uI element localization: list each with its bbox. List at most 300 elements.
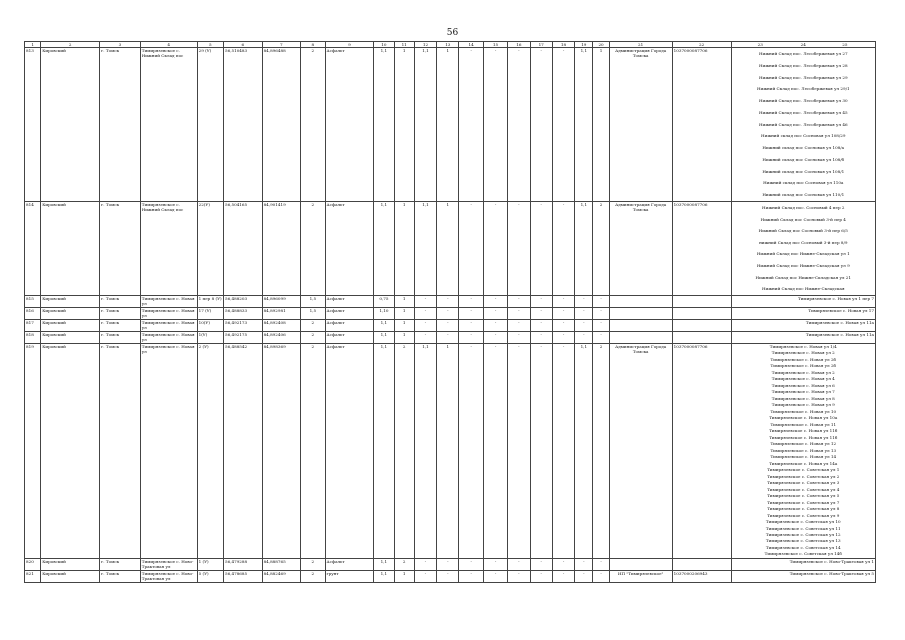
cell-col-12: 1,1: [414, 48, 436, 202]
registry-table: [24, 41, 876, 583]
column-number-17: 17: [530, 42, 552, 48]
cell-col-5: 5 (У): [197, 570, 223, 582]
address-line: Тимирязевское с. Новая ул 14: [770, 454, 837, 460]
address-line: Тимирязевское с. Советская ул 14: [765, 544, 841, 550]
cell-col-6: 56,510483: [223, 48, 262, 202]
cell-col-5: 1 (У): [197, 558, 223, 570]
cell-col-14: -: [459, 319, 483, 331]
cell-col-6: 56,488542: [223, 343, 262, 558]
column-number-15: 15: [483, 42, 507, 48]
cell-col-3: г. Томск: [100, 201, 141, 295]
cell-col-15: -: [483, 201, 507, 295]
cell-col-7: 84,882469: [262, 570, 301, 582]
address-line: Тимирязевское с. Новая ул 11а: [805, 331, 874, 337]
cell-col-16: -: [508, 295, 530, 307]
address-line: Тимирязевское с. Новая ул 8: [771, 395, 835, 401]
cell-col-21: [609, 307, 672, 319]
table-row: [25, 319, 876, 331]
address-line: Тимирязевское с. Новая ул 11б: [769, 428, 838, 434]
cell-col-13: -: [437, 295, 459, 307]
column-number-5: 5: [197, 42, 223, 48]
cell-col-2: Кировский: [41, 331, 100, 343]
address-list-cell: [731, 319, 875, 331]
cell-col-14: -: [459, 201, 483, 295]
cell-col-1: 818: [25, 331, 41, 343]
cell-col-19: -: [575, 558, 593, 570]
address-line: Тимирязевское с. Советская ул 3: [767, 480, 840, 486]
address-line: Тимирязевское с. Советская ул 2: [767, 473, 840, 479]
column-number-9: 9: [325, 42, 374, 48]
column-number-22: 22: [672, 42, 731, 48]
address-list-cell: [731, 343, 875, 558]
cell-col-9: Асфальт: [325, 558, 374, 570]
cell-col-13: -: [437, 319, 459, 331]
cell-col-21: [609, 319, 672, 331]
cell-col-17: -: [530, 295, 552, 307]
cell-col-19: 1,1: [575, 48, 593, 202]
column-number-13: 13: [437, 42, 459, 48]
address-line: Нижний Склад пос Сосновый 3-й пер 4: [760, 216, 846, 222]
cell-col-3: г. Томск: [100, 331, 141, 343]
cell-col-22: [672, 558, 731, 570]
cell-col-17: -: [530, 558, 552, 570]
cell-col-9: Асфальт: [325, 201, 374, 295]
column-number-23: 23: [757, 42, 763, 47]
column-number-7: 7: [262, 42, 301, 48]
cell-col-7: 84,898369: [262, 343, 301, 558]
cell-col-2: Кировский: [41, 201, 100, 295]
cell-col-8: 2: [301, 558, 325, 570]
cell-col-7: 84,896099: [262, 295, 301, 307]
cell-col-20: -: [593, 295, 609, 307]
cell-col-6: 56,504165: [223, 201, 262, 295]
address-line: Нижний Склад пос. Лесобержевая ул 45: [758, 109, 848, 115]
address-line: Тимирязевское с. Советская ул 9: [767, 512, 840, 518]
cell-col-6: 56,479288: [223, 558, 262, 570]
address-list-cell: [731, 201, 875, 295]
address-line: Нижний Склад пос Сосновый 3-й пер 6/5: [758, 228, 848, 234]
address-line: Тимирязевское с. Советская ул 4: [767, 486, 840, 492]
address-list-cell: [731, 558, 875, 570]
cell-col-15: -: [483, 570, 507, 582]
cell-col-3: г. Томск: [100, 307, 141, 319]
cell-col-18: -: [552, 343, 574, 558]
cell-col-6: 56,488203: [223, 295, 262, 307]
cell-col-5: 1(У): [197, 331, 223, 343]
address-line: Тимирязевское с. Новая ул 12: [770, 441, 837, 447]
cell-col-1: 815: [25, 295, 41, 307]
cell-col-5: 1 пер 8 (У): [197, 295, 223, 307]
cell-col-20: -: [593, 319, 609, 331]
cell-col-16: -: [508, 319, 530, 331]
column-number-24: 24: [800, 42, 806, 47]
cell-col-4: Тимирязевское с. Нижний Склад пос: [140, 201, 197, 295]
cell-col-18: -: [552, 570, 574, 582]
page-number: 56: [446, 28, 459, 38]
column-number-3: 3: [100, 42, 141, 48]
address-line: Тимирязевское с. Новая ул 10а: [769, 415, 838, 421]
cell-col-16: -: [508, 343, 530, 558]
cell-col-19: -: [575, 319, 593, 331]
address-line: Нижний склад пос Сосновая ул 108/б: [762, 156, 845, 162]
address-line: Тимирязевское с. Новая ул 2: [771, 369, 835, 375]
address-line: Нижний Склад пос Нижне-Складская ул 9: [756, 263, 850, 269]
cell-col-20: 2: [593, 343, 609, 558]
cell-col-9: Асфальт: [325, 295, 374, 307]
cell-col-2: Кировский: [41, 307, 100, 319]
address-line: Нижний Склад пос. Лесобержевая ул 46: [758, 121, 848, 127]
cell-col-8: 2: [301, 331, 325, 343]
cell-col-11: 1: [394, 319, 414, 331]
cell-col-13: -: [437, 570, 459, 582]
cell-col-8: 2: [301, 570, 325, 582]
cell-col-15: -: [483, 48, 507, 202]
cell-col-1: 814: [25, 201, 41, 295]
cell-col-18: -: [552, 307, 574, 319]
cell-col-15: -: [483, 307, 507, 319]
column-number-1: 1: [25, 42, 41, 48]
address-line: Нижний склад пос Сосновая ул 110а: [763, 180, 844, 186]
cell-col-10: 1,1: [374, 570, 394, 582]
address-list-cell: [731, 307, 875, 319]
cell-col-14: -: [459, 48, 483, 202]
cell-col-19: 1,1: [575, 343, 593, 558]
column-number-6: 6: [223, 42, 262, 48]
cell-col-11: 2: [394, 343, 414, 558]
address-line: Тимирязевское с. Новая ул 11б: [769, 434, 838, 440]
cell-col-12: -: [414, 319, 436, 331]
cell-col-17: -: [530, 319, 552, 331]
column-number-11: 11: [394, 42, 414, 48]
table-row: [25, 343, 876, 558]
cell-col-15: -: [483, 331, 507, 343]
cell-col-3: г. Томск: [100, 343, 141, 558]
cell-col-16: -: [508, 570, 530, 582]
address-line: Тимирязевское с. Ново-Трактовая ул 5: [789, 570, 874, 576]
cell-col-21: Администрация Города Томска: [609, 343, 672, 558]
cell-col-2: Кировский: [41, 295, 100, 307]
cell-col-13: 1: [437, 48, 459, 202]
cell-col-10: 1,1: [374, 343, 394, 558]
cell-col-22: [672, 331, 731, 343]
cell-col-5: 29 (У): [197, 48, 223, 202]
cell-col-10: 1,1: [374, 558, 394, 570]
address-line: Тимирязевское с. Ново-Трактовая ул 1: [789, 558, 874, 564]
cell-col-8: 1,5: [301, 307, 325, 319]
address-line: Нижний Склад пос Нижне-Складская ул 21: [755, 274, 851, 280]
cell-col-22: [672, 295, 731, 307]
cell-col-10: 1,1: [374, 331, 394, 343]
cell-col-3: г. Томск: [100, 558, 141, 570]
cell-col-11: 1: [394, 570, 414, 582]
cell-col-2: Кировский: [41, 343, 100, 558]
address-line: Тимирязевское с. Новая ул 4: [771, 376, 835, 382]
cell-col-19: -: [575, 570, 593, 582]
column-number-12: 12: [414, 42, 436, 48]
cell-col-9: Асфальт: [325, 319, 374, 331]
cell-col-4: Тимирязевское с. Новая ул: [140, 307, 197, 319]
cell-col-21: [609, 558, 672, 570]
cell-col-3: г. Томск: [100, 295, 141, 307]
cell-col-20: 1: [593, 48, 609, 202]
table-row: [25, 307, 876, 319]
cell-col-20: 2: [593, 201, 609, 295]
cell-col-17: -: [530, 343, 552, 558]
column-number-18: 18: [552, 42, 574, 48]
address-line: Тимирязевское с. Новая ул 1 пер 7: [797, 295, 874, 301]
cell-col-5: 17 (У): [197, 307, 223, 319]
column-number-21: 21: [609, 42, 672, 48]
address-line: Тимирязевское с. Новая ул 9: [771, 402, 835, 408]
table-row: [25, 331, 876, 343]
address-line: Тимирязевское с. Советская ул 13: [765, 538, 841, 544]
cell-col-14: -: [459, 307, 483, 319]
cell-col-19: -: [575, 331, 593, 343]
cell-col-9: Асфальт: [325, 307, 374, 319]
address-line: Тимирязевское с. Советская ул 7: [767, 499, 840, 505]
cell-col-1: 816: [25, 307, 41, 319]
cell-col-2: Кировский: [41, 48, 100, 202]
cell-col-17: -: [530, 307, 552, 319]
cell-col-14: -: [459, 558, 483, 570]
address-line: Тимирязевское с. Советская ул 11: [765, 525, 841, 531]
cell-col-4: Тимирязевское с. Ново-Трактовая ул: [140, 570, 197, 582]
cell-col-8: 2: [301, 48, 325, 202]
address-line: Тимирязевское с. Новая ул 1/4: [769, 343, 837, 349]
address-line: Тимирязевское с. Советская ул 8: [767, 506, 840, 512]
address-line: Тимирязевское с. Новая ул 11а: [805, 319, 874, 325]
address-list-cell: [731, 331, 875, 343]
table-row: [25, 295, 876, 307]
cell-col-18: -: [552, 201, 574, 295]
cell-col-4: Тимирязевское с. Ново-Трактовая ул: [140, 558, 197, 570]
address-list-cell: [731, 295, 875, 307]
cell-col-13: -: [437, 307, 459, 319]
cell-col-14: -: [459, 343, 483, 558]
cell-col-20: -: [593, 307, 609, 319]
address-line: Тимирязевское с. Советская ул 12: [765, 532, 841, 537]
cell-col-11: 1: [394, 201, 414, 295]
cell-col-21: Администрация Города Томска: [609, 48, 672, 202]
cell-col-3: г. Томск: [100, 319, 141, 331]
cell-col-6: 56,478685: [223, 570, 262, 582]
address-line: Нижний склад пос Сосновая ул 108/а: [762, 145, 845, 151]
cell-col-11: 2: [394, 558, 414, 570]
cell-col-13: -: [437, 331, 459, 343]
column-number-25: 25: [842, 42, 848, 47]
cell-col-22: 1037000087706: [672, 48, 731, 202]
cell-col-11: 1: [394, 48, 414, 202]
cell-col-7: 84,901419: [262, 201, 301, 295]
cell-col-12: -: [414, 558, 436, 570]
address-line: Нижний Склад пос. Сосновый 4 пер 2: [762, 204, 845, 210]
address-line: Нижний Склад пос. Лесобержевая ул 30: [758, 98, 848, 104]
cell-col-9: Асфальт: [325, 48, 374, 202]
cell-col-18: -: [552, 48, 574, 202]
address-list-cell: [731, 48, 875, 202]
cell-col-17: -: [530, 48, 552, 202]
cell-col-20: -: [593, 331, 609, 343]
address-line: Тимирязевское с. Новая ул 17: [808, 307, 874, 313]
cell-col-1: 813: [25, 48, 41, 202]
cell-col-20: -: [593, 570, 609, 582]
cell-col-21: ИП "Тимирязевское": [609, 570, 672, 582]
address-line: Нижний Склад пос Нижне-Складская: [761, 286, 845, 292]
cell-col-4: Тимирязевское с. Нижний Склад пос: [140, 48, 197, 202]
cell-col-8: 2: [301, 343, 325, 558]
cell-col-6: 56,492173: [223, 319, 262, 331]
cell-col-21: [609, 331, 672, 343]
cell-col-22: 1037000087706: [672, 343, 731, 558]
column-number-2: 2: [41, 42, 100, 48]
table-row: [25, 558, 876, 570]
address-list-cell: [731, 570, 875, 582]
column-number-10: 10: [374, 42, 394, 48]
cell-col-13: 1: [437, 343, 459, 558]
cell-col-2: Кировский: [41, 570, 100, 582]
cell-col-12: 1,1: [414, 343, 436, 558]
cell-col-4: Тимирязевское с. Новая ул: [140, 319, 197, 331]
cell-col-16: -: [508, 331, 530, 343]
address-line: Тимирязевское с. Советская ул 5: [767, 493, 840, 499]
cell-col-19: -: [575, 307, 593, 319]
cell-col-14: -: [459, 295, 483, 307]
cell-col-18: -: [552, 331, 574, 343]
column-number-23-25: [731, 42, 875, 48]
address-line: Тимирязевское с. Новая ул 2: [771, 350, 835, 356]
cell-col-16: -: [508, 307, 530, 319]
address-line: нижний Склад пос Сосновый 3-й пер 8/9: [759, 239, 848, 245]
address-line: Тимирязевское с. Новая ул 10: [770, 408, 837, 414]
table-body: [25, 48, 876, 583]
cell-col-12: -: [414, 307, 436, 319]
cell-col-15: -: [483, 319, 507, 331]
cell-col-22: [672, 319, 731, 331]
cell-col-7: 84,888765: [262, 558, 301, 570]
address-line: Тимирязевское с. Советская ул 10: [765, 519, 841, 525]
cell-col-12: -: [414, 331, 436, 343]
cell-col-8: 1,5: [301, 295, 325, 307]
cell-col-1: 821: [25, 570, 41, 582]
cell-col-12: -: [414, 570, 436, 582]
cell-col-4: Тимирязевское с. Новая ул: [140, 343, 197, 558]
cell-col-1: 819: [25, 343, 41, 558]
address-line: Тимирязевское с. Новая ул 7: [771, 389, 835, 395]
cell-col-1: 817: [25, 319, 41, 331]
cell-col-20: -: [593, 558, 609, 570]
cell-col-13: 1: [437, 201, 459, 295]
cell-col-14: -: [459, 570, 483, 582]
cell-col-4: Тимирязевское с. Новая ул: [140, 331, 197, 343]
cell-col-18: -: [552, 319, 574, 331]
cell-col-18: -: [552, 558, 574, 570]
cell-col-21: [609, 295, 672, 307]
cell-col-8: 2: [301, 319, 325, 331]
address-line: Нижний Склад пос. Лесобержевая ул 29/1: [756, 86, 850, 92]
cell-col-15: -: [483, 343, 507, 558]
cell-col-7: 84,896488: [262, 48, 301, 202]
column-number-14: 14: [459, 42, 483, 48]
cell-col-9: Асфальт: [325, 331, 374, 343]
column-number-19: 19: [575, 42, 593, 48]
cell-col-2: Кировский: [41, 319, 100, 331]
cell-col-10: 1,10: [374, 307, 394, 319]
cell-col-7: 84,892406: [262, 331, 301, 343]
cell-col-6: 56,488833: [223, 307, 262, 319]
cell-col-17: -: [530, 331, 552, 343]
cell-col-9: Асфальт: [325, 343, 374, 558]
cell-col-17: -: [530, 201, 552, 295]
column-number-4: 4: [140, 42, 197, 48]
cell-col-3: г. Томск: [100, 570, 141, 582]
address-line: Нижний склад пос Сосновая ул 108/29: [761, 133, 846, 139]
table-row: [25, 570, 876, 582]
cell-col-10: 1,1: [374, 319, 394, 331]
cell-col-4: Тимирязевское с. Новая ул: [140, 295, 197, 307]
table-row: [25, 48, 876, 202]
cell-col-5: 2 (У): [197, 343, 223, 558]
cell-col-16: -: [508, 558, 530, 570]
cell-col-2: Кировский: [41, 558, 100, 570]
cell-col-15: -: [483, 558, 507, 570]
cell-col-12: -: [414, 295, 436, 307]
column-number-8: 8: [301, 42, 325, 48]
cell-col-1: 820: [25, 558, 41, 570]
address-line: Нижний склад пос Сосновая ул 108/1: [762, 168, 845, 174]
cell-col-11: 1: [394, 295, 414, 307]
cell-col-16: -: [508, 48, 530, 202]
cell-col-5: 22(У): [197, 201, 223, 295]
cell-col-19: -: [575, 295, 593, 307]
cell-col-22: 1037000087706: [672, 201, 731, 295]
cell-col-16: -: [508, 201, 530, 295]
cell-col-7: 84,892981: [262, 307, 301, 319]
cell-col-11: 1: [394, 331, 414, 343]
address-line: Тимирязевское с. Новая ул 6: [771, 382, 835, 388]
address-line: Тимирязевское с. Новая ул 2б: [770, 356, 837, 362]
cell-col-10: 0,75: [374, 295, 394, 307]
address-line: Тимирязевское с. Новая ул 2б: [770, 363, 837, 369]
cell-col-9: грунт: [325, 570, 374, 582]
cell-col-12: 1,1: [414, 201, 436, 295]
cell-col-5: 10(У): [197, 319, 223, 331]
address-line: Нижний склад пос Сосновая ул 110/1: [762, 192, 845, 198]
address-line: Тимирязевское с. Новая ул 11: [770, 421, 837, 427]
cell-col-18: -: [552, 295, 574, 307]
cell-col-10: 1,1: [374, 48, 394, 202]
cell-col-17: -: [530, 570, 552, 582]
cell-col-22: [672, 307, 731, 319]
address-line: Нижний Склад пос. Лесобержевая ул 28: [758, 62, 848, 68]
cell-col-11: 1: [394, 307, 414, 319]
column-number-20: 20: [593, 42, 609, 48]
address-line: Тимирязевское с. Советская ул 1: [767, 467, 840, 473]
address-line: Тимирязевское с. Советская ул 14б: [764, 551, 842, 557]
cell-col-15: -: [483, 295, 507, 307]
cell-col-10: 1,1: [374, 201, 394, 295]
column-number-16: 16: [508, 42, 530, 48]
cell-col-14: -: [459, 331, 483, 343]
address-line: Нижний Склад пос. Лесобержевая ул 27: [758, 51, 848, 56]
cell-col-7: 84,892408: [262, 319, 301, 331]
table-row: [25, 201, 876, 295]
cell-col-3: г. Томск: [100, 48, 141, 202]
cell-col-22: 1037000206943: [672, 570, 731, 582]
cell-col-6: 56,492175: [223, 331, 262, 343]
cell-col-21: Администрация Города Томска: [609, 201, 672, 295]
address-line: Тимирязевское с. Новая ул 14а: [769, 460, 838, 466]
cell-col-13: -: [437, 558, 459, 570]
